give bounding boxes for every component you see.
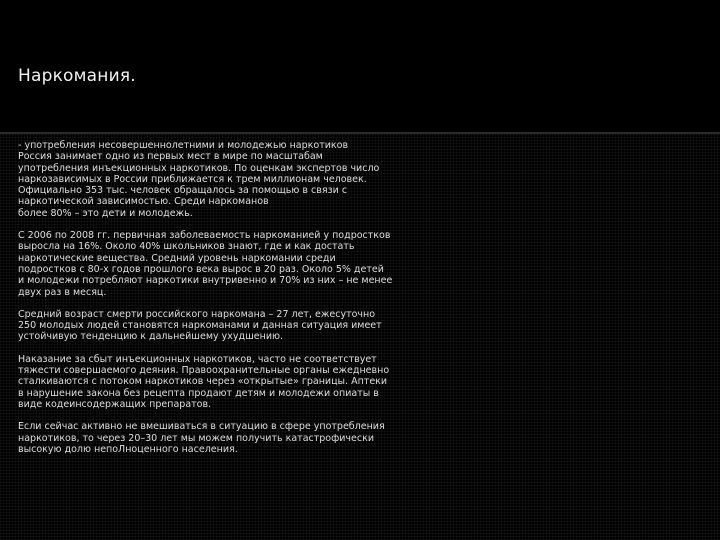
- paragraph-punishment: Наказание за сбыт инъекционных наркотиков, часто не соответствует тяжести совершаемого деяния. Правоохранительные органы ежедневно сталкиваются с потоком наркотиков через «открытые» границы. Аптеки в нарушение закона без рецепта продают детям и молодежи опиаты в виде кодеинсодержащих препаратов.: [18, 353, 390, 410]
- paragraph-teen-statistics: С 2006 по 2008 гг. первичная заболеваемость наркоманией у подростков выросла на 16%. Около 40% школьников знают, где и как достать наркотические вещества. Средний уровень наркомании среди подростков с 80-х годов прошлого века вырос в 20 раз. Около 5% детей и молодежи потребляют наркотики внутривенно и 70% из них – не менее двух раз в месяц.: [18, 230, 393, 298]
- paragraph-death-age: Средний возраст смерти российского наркомана – 27 лет, ежесуточно 250 молодых людей становятся наркоманами и данная ситуация имеет устойчивую тенденцию к дальнейшему ухудшению.: [18, 308, 382, 343]
- paragraph-outlook: Если сейчас активно не вмешиваться в ситуацию в сфере употребления наркотиков, то через 20–30 лет мы можем получить катастрофически высокую долю непоЛноценного населения.: [18, 421, 385, 455]
- title-band: [0, 0, 720, 132]
- paragraph-drug-use-youth: - употребления несовершеннолетними и молодежью наркотиков Россия занимает одно из первых мест в мире по масштабам употребления инъекционных наркотиков. По оценкам экспертов число наркозависимых в России приближается к трем миллионам человек. Официально 353 тыс. человек обращалось за помощью в связи с наркотической зависимостью. Среди наркоманов более 80% – это дети и молодежь.: [18, 140, 380, 219]
- slide-title: Наркомания.: [18, 66, 136, 86]
- slide-body: [18, 140, 413, 455]
- title-divider: [0, 132, 720, 134]
